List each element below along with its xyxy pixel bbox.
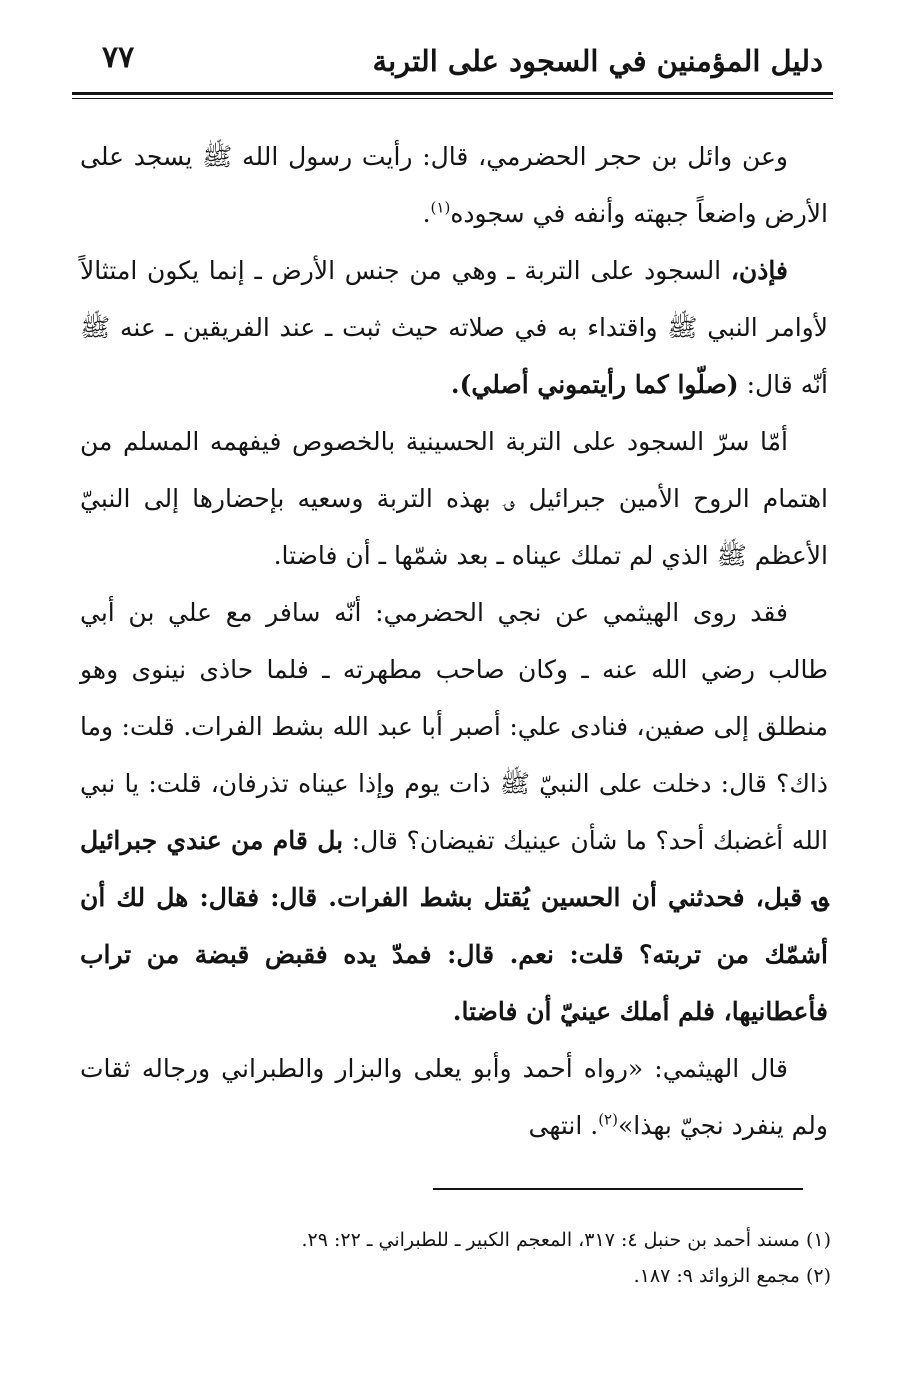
header-rule-thin [72,98,833,99]
paragraph-haythami-narration [80,584,828,1040]
paragraph-wail-hadith [80,128,828,242]
paragraph-secret-of-turbah [80,413,828,584]
paragraph-text: قال الهيثمي: «رواه أحمد وأبو يعلى والبزار والطبراني ورجاله ثقات ولم ينفرد نجيّ بهذا» [80,1054,828,1140]
header-rule-thick [72,92,833,95]
paragraph-haythami-grading [80,1040,828,1154]
paragraph-text: أمّا سرّ السجود على التربة الحسينية بالخصوص فيفهمه المسلم من اهتمام الروح الأمين جبرائيل ؈ بهذه التربة وسعيه بإحضارها إلى النبيّ الأعظم ﷺ الذي لم تملك عيناه ـ بعد شمّها ـ أن فاضتا. [80,427,828,570]
running-title: دليل المؤمنين في السجود على التربة [372,44,823,78]
footnote-2: (٢) مجمع الزوائد ٩: ١٨٧. [633,1265,831,1287]
footnote-1: (١) مسند أحمد بن حنبل ٤: ٣١٧، المعجم الكبير ـ للطبراني ـ ٢٢: ٢٩. [301,1229,831,1251]
page-number: ٧٧ [102,40,135,75]
main-text [80,128,828,1154]
paragraph-end: . انتهى [528,1111,599,1140]
footnote-separator [433,1188,803,1190]
running-header [72,38,833,90]
paragraph-lead-word: فإذن، [730,256,788,285]
hadith-quote: (صلّوا كما رأيتموني أصلي). [450,370,739,399]
paragraph-text: وعن وائل بن حجر الحضرمي، قال: رأيت رسول الله ﷺ يسجد على الأرض واضعاً جبهته وأنفه في سجوده [80,142,828,228]
paragraph-end: . [422,199,431,228]
paragraph-text: السجود على التربة ـ وهي من جنس الأرض ـ إنما يكون امتثالاً لأوامر النبي ﷺ واقتداء به في صلاته حيث ثبت ـ عند الفريقين ـ عنه ﷺ أنّه قال: [80,256,828,399]
footnotes [150,1222,831,1294]
narration-bold: بل قام من عندي جبرائيل ؈ قبل، فحدثني أن الحسين يُقتل بشط الفرات. قال: فقال: هل لك أن أشمّك من تربته؟ قلت: نعم. قال: فمدّ يده فقبض قبضة من تراب فأعطانيها، فلم أملك عينيّ أن فاضتا. [80,826,828,1026]
footnote-ref-1: (١) [430,198,451,217]
paragraph-conclusion [80,242,828,413]
footnote-ref-2: (٢) [598,1110,618,1129]
paragraph-text: فقد روى الهيثمي عن نجي الحضرمي: أنّه سافر مع علي بن أبي طالب رضي الله عنه ـ وكان صاحب مطهرته ـ فلما حاذى نينوى وهو منطلق إلى صفين، فنادى علي: أصبر أبا عبد الله بشط الفرات. قلت: وما ذاك؟ قال: دخلت على النبيّ ﷺ ذات يوم وإذا عيناه تذرفان، قلت: يا نبي الله أغضبك أحد؟ ما شأن عينيك تفيضان؟ قال: [80,598,829,855]
